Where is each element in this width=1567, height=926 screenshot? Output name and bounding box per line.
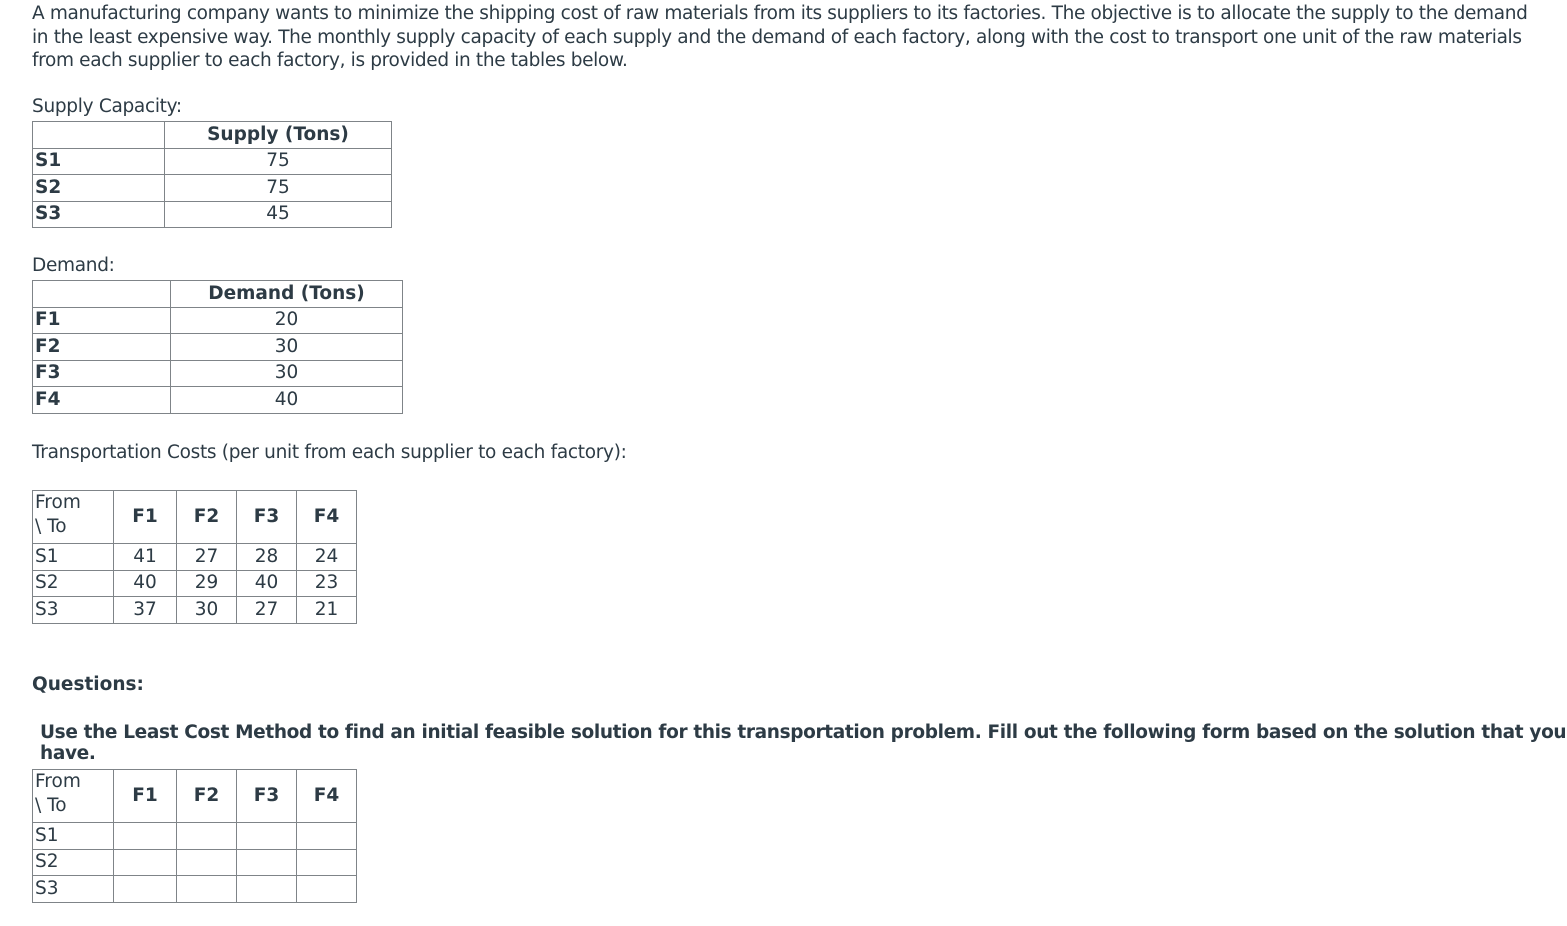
table-header-row: [33, 491, 357, 544]
supplier-label: S3: [33, 597, 114, 624]
table-row: [33, 823, 357, 850]
table-header-row: [33, 770, 357, 823]
demand-value: 30: [171, 334, 403, 361]
table-row: [33, 148, 392, 175]
factory-label: F4: [33, 387, 171, 414]
table-row: [33, 387, 403, 414]
answer-form-table: [32, 769, 357, 903]
table-row: [33, 597, 357, 624]
supplier-label: S1: [33, 148, 165, 175]
supplier-label: S3: [33, 876, 114, 903]
answer-cell[interactable]: [297, 823, 357, 850]
cost-cell: 23: [297, 570, 357, 597]
factory-label: F2: [33, 334, 171, 361]
demand-value: 40: [171, 387, 403, 414]
answer-cell[interactable]: [177, 823, 237, 850]
column-header: F1: [114, 491, 177, 544]
corner-to-text: \ To: [35, 516, 67, 537]
intro-paragraph: A manufacturing company wants to minimize the shipping cost of raw materials from its suppliers to its factories. The objective is to allocate the supply to the demand in the least expensive way. The monthly supply capacity of each supply and the demand of each factory, along with the cost to transport one unit of the raw materials from each supplier to each factory, is provided in the tables below.: [32, 3, 1528, 71]
answer-cell[interactable]: [237, 849, 297, 876]
cost-cell: 37: [114, 597, 177, 624]
demand-label: Demand:: [32, 255, 115, 276]
demand-value: 20: [171, 307, 403, 334]
corner-cell: [33, 281, 171, 308]
column-header: F1: [114, 770, 177, 823]
factory-label: F1: [33, 307, 171, 334]
transport-costs-table: [32, 490, 357, 624]
supply-capacity-label: Supply Capacity:: [32, 96, 182, 117]
from-to-corner: [33, 491, 114, 544]
column-header: F3: [237, 491, 297, 544]
table-row: [33, 201, 392, 228]
column-header: F2: [177, 491, 237, 544]
column-header: F4: [297, 491, 357, 544]
table-row: [33, 849, 357, 876]
supply-value: 45: [165, 201, 392, 228]
column-header: F2: [177, 770, 237, 823]
table-row: [33, 876, 357, 903]
supplier-label: S1: [33, 823, 114, 850]
cost-cell: 40: [114, 570, 177, 597]
corner-to-text: \ To: [35, 795, 67, 816]
cost-cell: 27: [177, 544, 237, 571]
supply-header: Supply (Tons): [165, 122, 392, 149]
answer-cell[interactable]: [237, 823, 297, 850]
table-header-row: [33, 281, 403, 308]
supplier-label: S2: [33, 570, 114, 597]
answer-cell[interactable]: [237, 876, 297, 903]
supply-value: 75: [165, 175, 392, 202]
answer-cell[interactable]: [177, 876, 237, 903]
cost-cell: 30: [177, 597, 237, 624]
supply-capacity-table: [32, 121, 392, 228]
cost-cell: 40: [237, 570, 297, 597]
supplier-label: S3: [33, 201, 165, 228]
column-header: F4: [297, 770, 357, 823]
answer-cell[interactable]: [114, 823, 177, 850]
corner-cell: [33, 122, 165, 149]
table-row: [33, 360, 403, 387]
table-header-row: [33, 122, 392, 149]
table-row: [33, 570, 357, 597]
supplier-label: S1: [33, 544, 114, 571]
corner-from-text: From: [35, 771, 81, 792]
table-row: [33, 544, 357, 571]
answer-cell[interactable]: [114, 876, 177, 903]
demand-table: [32, 280, 403, 414]
supplier-label: S2: [33, 849, 114, 876]
table-row: [33, 307, 403, 334]
cost-cell: 21: [297, 597, 357, 624]
corner-from-text: From: [35, 492, 81, 513]
table-row: [33, 175, 392, 202]
cost-cell: 24: [297, 544, 357, 571]
question-text: Use the Least Cost Method to find an initial feasible solution for this transportation problem. Fill out the following form based on the solution that you have.: [40, 722, 1567, 764]
factory-label: F3: [33, 360, 171, 387]
answer-cell[interactable]: [114, 849, 177, 876]
cost-cell: 29: [177, 570, 237, 597]
questions-heading: Questions:: [32, 674, 144, 695]
supply-value: 75: [165, 148, 392, 175]
transport-costs-label: Transportation Costs (per unit from each supplier to each factory):: [32, 442, 627, 463]
answer-cell[interactable]: [297, 876, 357, 903]
column-header: F3: [237, 770, 297, 823]
cost-cell: 41: [114, 544, 177, 571]
demand-value: 30: [171, 360, 403, 387]
cost-cell: 27: [237, 597, 297, 624]
demand-header: Demand (Tons): [171, 281, 403, 308]
table-row: [33, 334, 403, 361]
cost-cell: 28: [237, 544, 297, 571]
answer-cell[interactable]: [177, 849, 237, 876]
answer-cell[interactable]: [297, 849, 357, 876]
from-to-corner: [33, 770, 114, 823]
supplier-label: S2: [33, 175, 165, 202]
